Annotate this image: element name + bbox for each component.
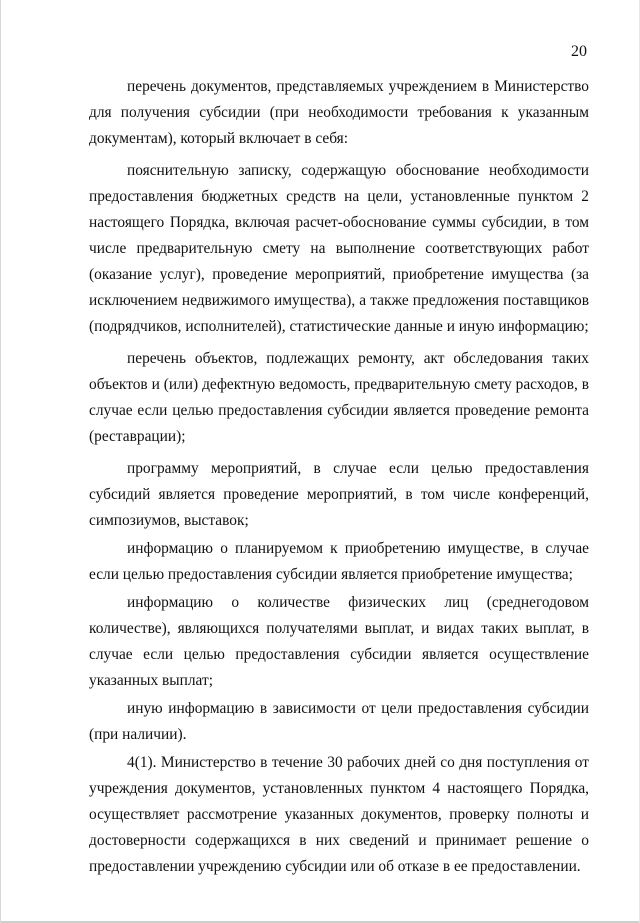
paragraph-property-acquisition: информацию о планируемом к приобретению имуществе, в случае если целью предоставления субсидии является приобретение имущества; [89, 540, 589, 583]
paragraph-events-program: программу мероприятий, в случае если целью предоставления субсидий является проведение мероприятий, в том числе конференций, симпозиумов, выставок; [89, 460, 589, 529]
paragraph-documents-list: перечень документов, представляемых учреждением в Министерство для получения субсидии (при необходимости требования к указанным документам), который включает в себя: [89, 78, 589, 147]
paragraph-clause-4-1: 4(1). Министерство в течение 30 рабочих дней со дня поступления от учреждения документов, установленных пунктом 4 настоящего Порядка, осуществляет рассмотрение указанных документов, проверку полноты и достоверности содержащихся в них сведений и принимает решение о предоставлении учреждению субсидии или об отказе в ее предоставлении. [89, 754, 589, 875]
document-body [89, 74, 589, 880]
paragraph-repair-objects: перечень объектов, подлежащих ремонту, акт обследования таких объектов и (или) дефектную ведомость, предварительную смету расходов, в случае если целью предоставления субсидии является проведение ремонта (реставрации); [89, 350, 589, 445]
paragraph-explanatory-note: пояснительную записку, содержащую обоснование необходимости предоставления бюджетных средств на цели, установленные пунктом 2 настоящего Порядка, включая расчет-обоснование суммы субсидии, в том числе предварительную смету на выполнение соответствующих работ (оказание услуг), проведение мероприятий, приобретение имущества (за исключением недвижимого имущества), а также предложения поставщиков (подрядчиков, исполнителей), статистические данные и иную информацию; [89, 162, 589, 335]
paragraph-other-information: иную информацию в зависимости от цели предоставления субсидии (при наличии). [89, 700, 589, 743]
paragraph-individuals-payments: информацию о количестве физических лиц (среднегодовом количестве), являющихся получателями выплат, и видах таких выплат, в случае если целью предоставления субсидии является осуществление указанных выплат; [89, 594, 589, 689]
page-number: 20 [571, 43, 587, 60]
